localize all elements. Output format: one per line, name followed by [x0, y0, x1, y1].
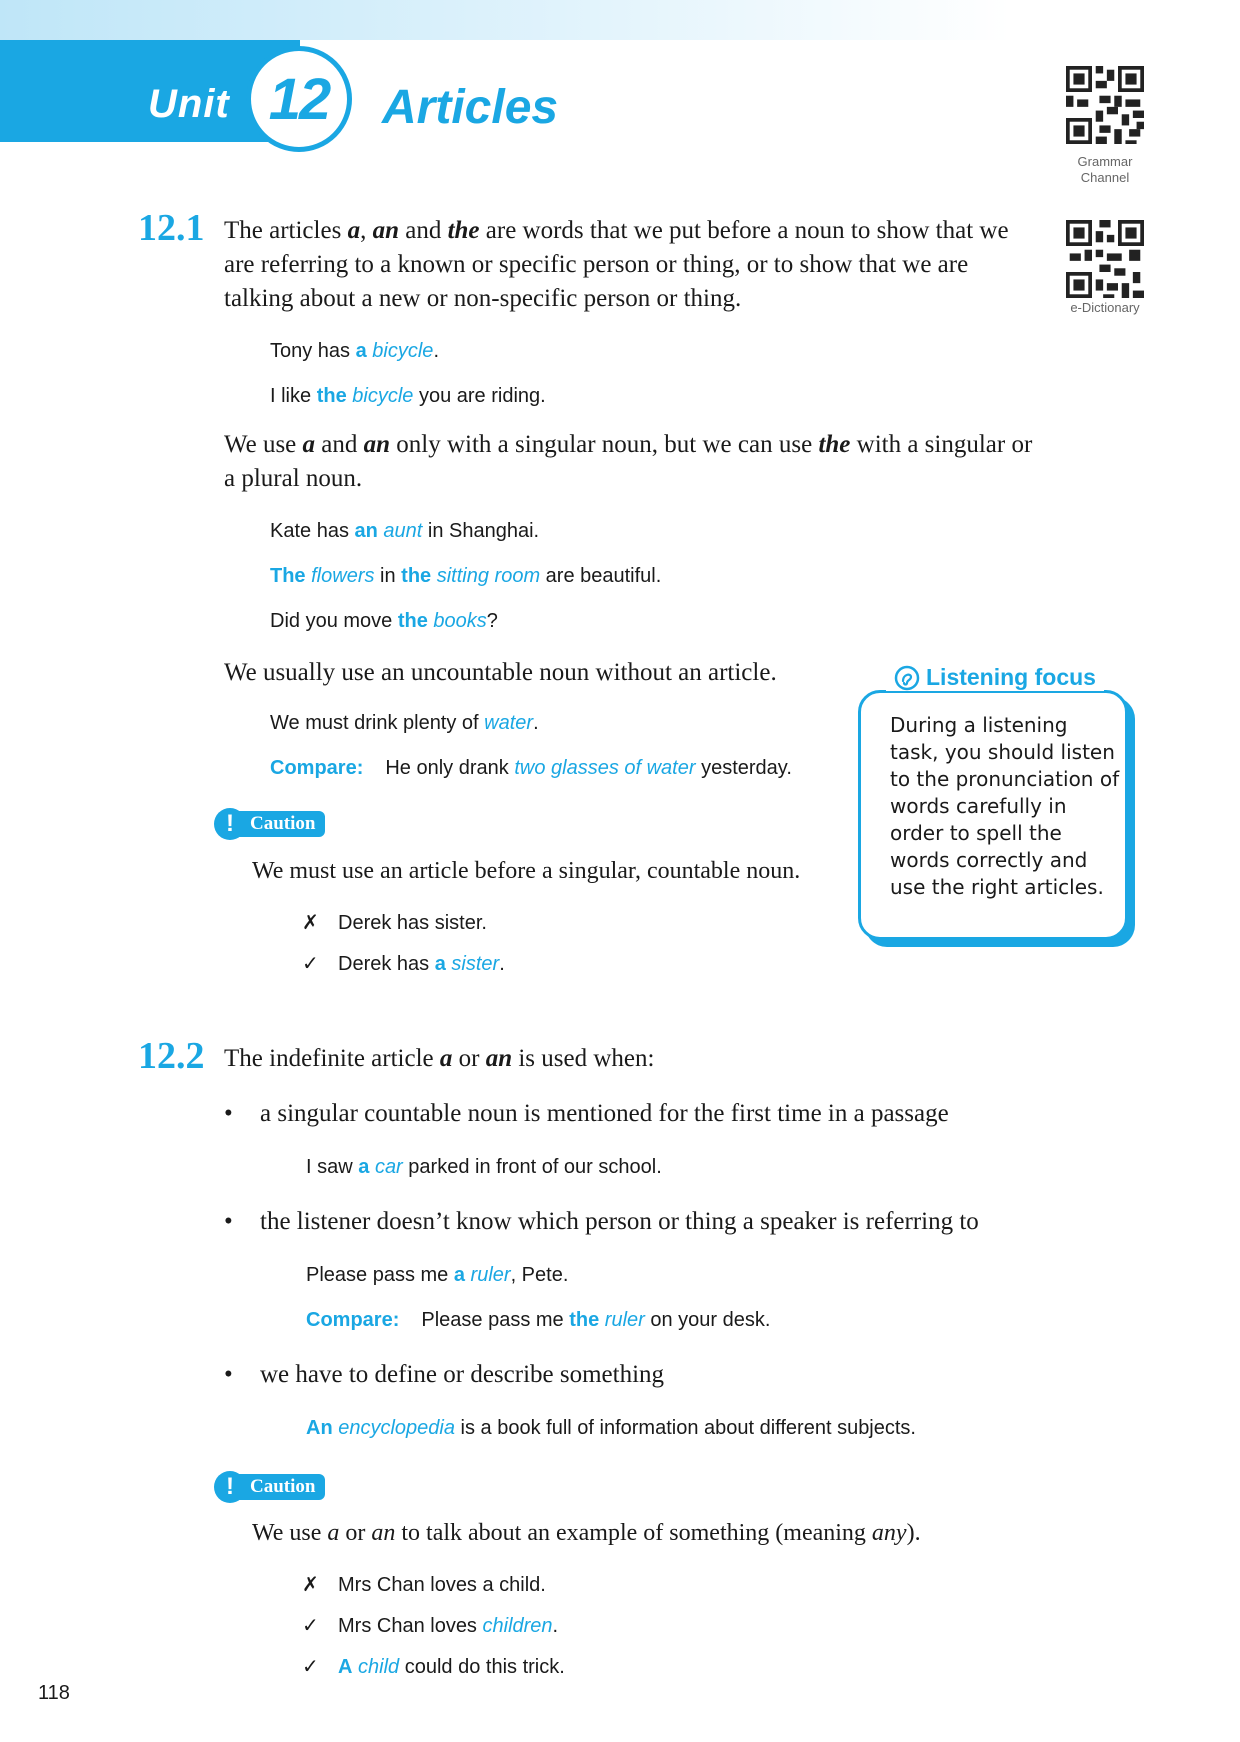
- listening-focus-header: [886, 664, 1104, 691]
- e-dictionary-label: e-Dictionary: [1070, 300, 1140, 315]
- grammar-channel-label: Grammar Channel: [1077, 154, 1133, 185]
- check-icon: ✓: [302, 1656, 319, 1678]
- compare-example: Compare: Please pass me the ruler on your desk.: [306, 1309, 771, 1331]
- header-gradient-band: [0, 0, 1010, 40]
- example-sentence: Did you move the books?: [270, 610, 498, 632]
- check-icon: ✓: [302, 953, 319, 975]
- example-sentence: We must drink plenty of water.: [270, 712, 539, 734]
- page-title: Articles: [382, 81, 559, 134]
- compare-label: Compare:: [270, 757, 364, 779]
- unit-number: 12: [268, 66, 330, 132]
- compare-example: Compare: He only drank two glasses of water yesterday.: [270, 757, 792, 779]
- compare-label: Compare:: [306, 1309, 400, 1331]
- unit-label: Unit: [148, 82, 230, 126]
- caution-text: We must use an article before a singular, countable noun.: [252, 858, 801, 884]
- caution-label: Caution: [232, 811, 325, 837]
- wrong-example: ✗ Derek has sister.: [302, 912, 487, 934]
- wrong-example: ✗ Mrs Chan loves a child.: [302, 1574, 546, 1596]
- e-dictionary-qr-icon[interactable]: [1066, 220, 1144, 298]
- unit-number-badge: [246, 46, 352, 152]
- example-sentence: I like the bicycle you are riding.: [270, 385, 546, 407]
- caution-text: We use a or an to talk about an example of something (meaning any).: [252, 1520, 921, 1546]
- right-example: ✓ Mrs Chan loves children.: [302, 1615, 559, 1637]
- right-example: ✓ Derek has a sister.: [302, 953, 505, 975]
- cross-icon: ✗: [302, 912, 319, 934]
- page-number: 118: [38, 1682, 70, 1704]
- check-icon: ✓: [302, 1615, 319, 1637]
- bullet-point: • we have to define or describe something: [224, 1361, 665, 1388]
- cross-icon: ✗: [302, 1574, 319, 1596]
- ear-icon: [894, 665, 920, 691]
- caution-banner: [214, 1471, 325, 1503]
- section-number-12-2: 12.2: [138, 1035, 205, 1077]
- example-sentence: The flowers in the sitting room are beautiful.: [270, 565, 662, 587]
- caution-banner: [214, 808, 325, 840]
- section-12-1-intro: The articles a, an and the are words that we put before a noun to show that we are referring to a known or specific person or thing, or to show that we are talking about a new or non-specific person or thing.: [224, 217, 1009, 312]
- section-12-1-paragraph-2: We use a and an only with a singular noun, but we can use the with a singular or a plural noun.: [224, 431, 1033, 492]
- example-sentence: I saw a car parked in front of our school.: [306, 1156, 662, 1178]
- listening-focus-text: During a listening task, you should listen to the pronunciation of words carefully in order to spell the words correctly and use the right articles.: [890, 713, 1120, 899]
- caution-label: Caution: [232, 1474, 325, 1500]
- example-sentence: Tony has a bicycle.: [270, 340, 439, 362]
- bullet-point: • the listener doesn’t know which person or thing a speaker is referring to: [224, 1208, 979, 1235]
- example-sentence: Please pass me a ruler, Pete.: [306, 1264, 569, 1286]
- exclamation-icon: !: [214, 808, 246, 840]
- section-12-1-paragraph-3: We usually use an uncountable noun without an article.: [224, 659, 777, 686]
- section-number-12-1: 12.1: [138, 207, 205, 249]
- example-sentence: An encyclopedia is a book full of information about different subjects.: [306, 1417, 916, 1439]
- grammar-channel-qr-icon[interactable]: [1066, 66, 1144, 144]
- bullet-point: • a singular countable noun is mentioned for the first time in a passage: [224, 1100, 949, 1127]
- example-sentence: Kate has an aunt in Shanghai.: [270, 520, 540, 542]
- exclamation-icon: !: [214, 1471, 246, 1503]
- section-12-2-intro: The indefinite article a or an is used when:: [224, 1045, 655, 1072]
- right-example: ✓ A child could do this trick.: [302, 1656, 565, 1678]
- listening-focus-title: Listening focus: [926, 664, 1096, 690]
